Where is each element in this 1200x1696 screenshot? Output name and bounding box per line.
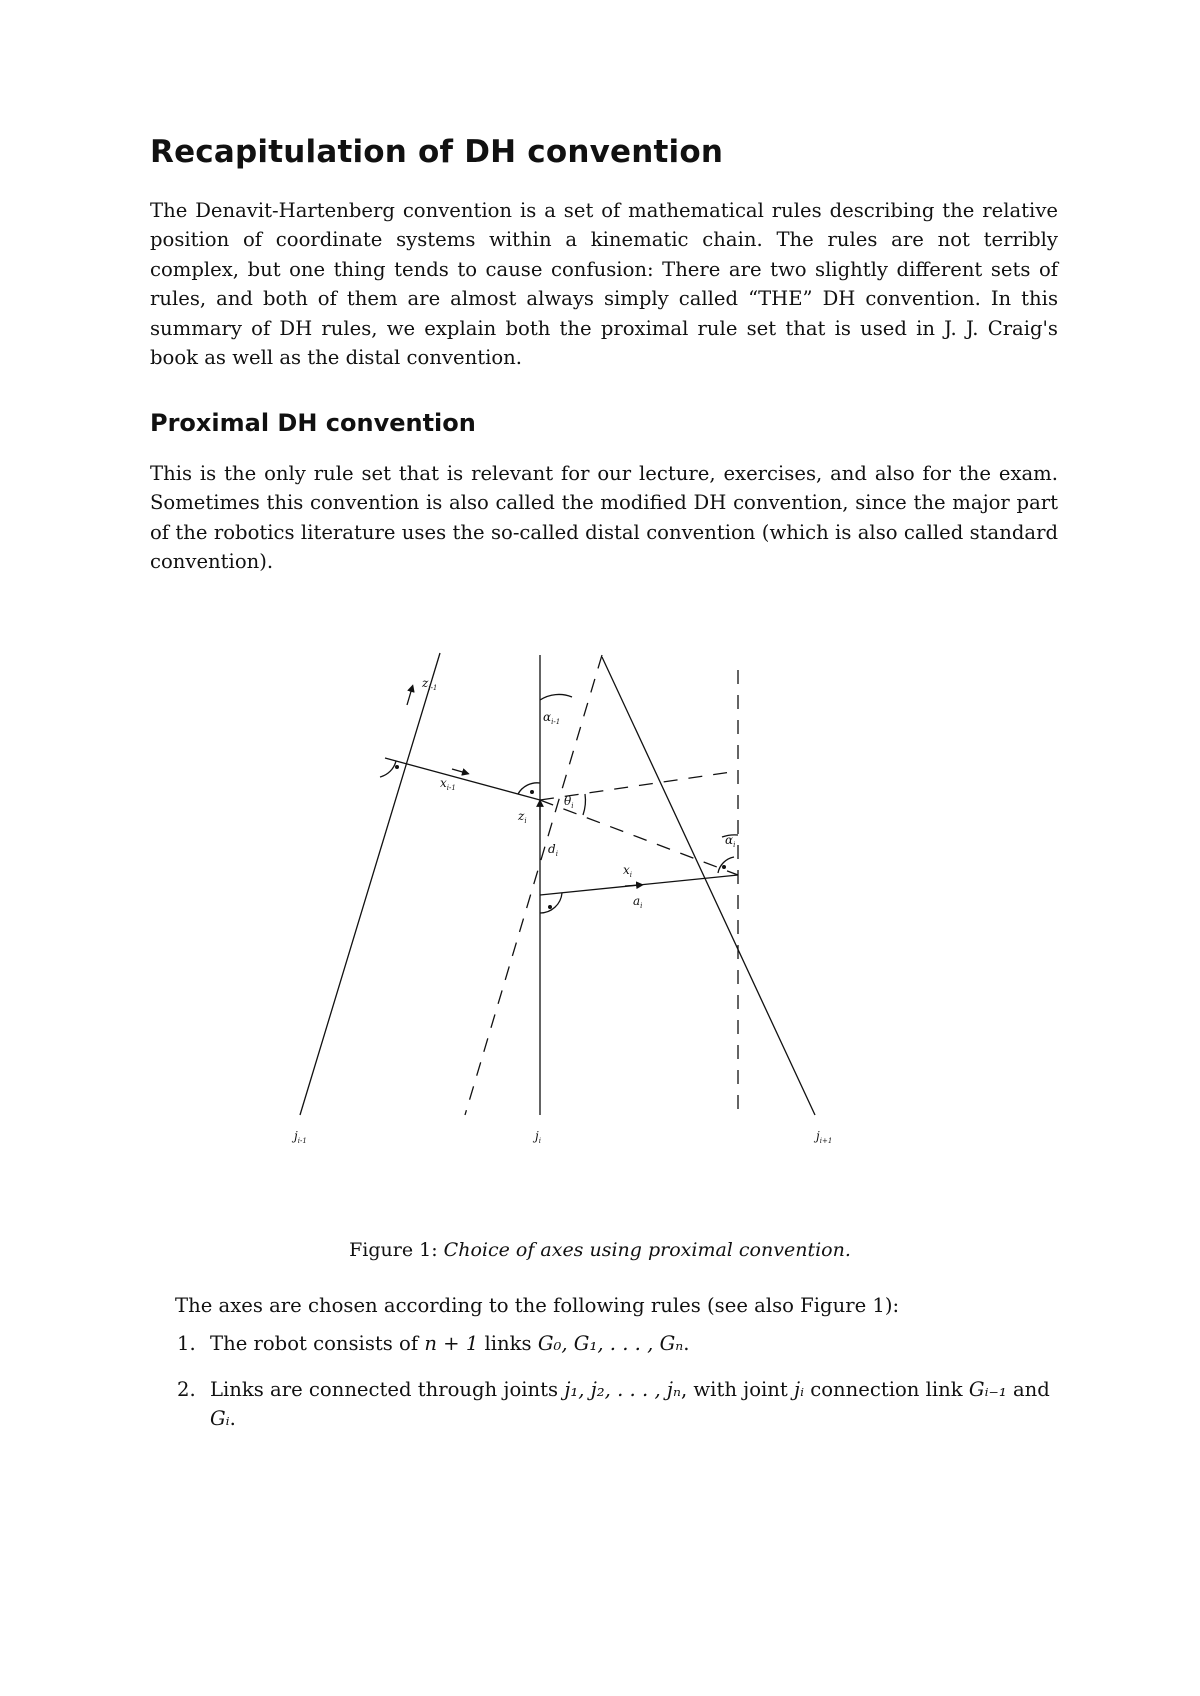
- right-angle-dot-xprev: [530, 790, 534, 794]
- right-angle-dot-alpha-i: [722, 865, 726, 869]
- rule-text: connection link: [804, 1378, 969, 1401]
- dh-diagram-figure: [294, 645, 920, 1160]
- rule-text: links: [478, 1332, 538, 1355]
- joint-axis-prev: [300, 653, 440, 1115]
- dashed-parallel-z-prev: [465, 655, 602, 1115]
- rule-text: and: [1006, 1378, 1050, 1401]
- rule-text: .: [683, 1332, 690, 1355]
- rules-intro: The axes are chosen according to the following rules (see also Figure 1):: [175, 1294, 900, 1317]
- rule-text: The robot consists of: [210, 1332, 425, 1355]
- list-item-number: 2.: [177, 1378, 196, 1401]
- right-angle-arc-alpha-i: [718, 857, 734, 873]
- rule-text: .: [229, 1407, 236, 1430]
- label-a-i: $a_i$: [633, 894, 643, 910]
- page-title: Recapitulation of DH convention: [150, 134, 724, 170]
- label-j-next: $j_{i+1}$: [816, 1129, 833, 1145]
- section-paragraph: This is the only rule set that is relevant for our lecture, exercises, and also for the exam. Sometimes this convention is also called the modified DH convention, since the major part of the robotics literature uses the so-called distal convention (which is also called standard convention).: [150, 462, 1058, 574]
- rule-math: n + 1: [424, 1332, 479, 1355]
- alpha-prev-arc: [540, 694, 572, 700]
- z-prev-arrow: [407, 688, 412, 705]
- rule-text: Links are connected through joints: [210, 1378, 565, 1401]
- rule-text: , with joint: [680, 1378, 795, 1401]
- label-z-prev: $z_{i-1}$: [422, 676, 438, 692]
- section-title: Proximal DH convention: [150, 409, 476, 437]
- rule-math: j₁, j₂, . . . , jₙ: [564, 1378, 681, 1401]
- label-x-i: $x_i$: [623, 863, 633, 879]
- rule-math: Gᵢ₋₁: [968, 1378, 1007, 1401]
- intro-paragraph: The Denavit-Hartenberg convention is a set of mathematical rules describing the relative position of coordinate systems within a kinematic chain. The rules are not terribly complex, but one thing tends to cause confusion: There are two slightly different sets of rules, and both of them are almost always simply called “THE” DH convention. In this summary of DH rules, we explain both the proximal rule set that is used in J. J. Craig's book as well as the distal convention.: [150, 199, 1058, 370]
- label-alpha-i: $\alpha_i$: [725, 833, 736, 849]
- list-item: [150, 1375, 1058, 1433]
- label-j-i: $j_i$: [535, 1129, 541, 1145]
- common-normal-x-prev: [385, 758, 540, 800]
- rules-list: [150, 1329, 1058, 1450]
- list-item-number: 1.: [177, 1332, 196, 1355]
- theta-i-arc: [583, 794, 585, 815]
- list-item: [150, 1329, 1058, 1358]
- label-x-prev: $x_{i-1}$: [440, 776, 456, 792]
- right-angle-arc-xi: [540, 893, 562, 913]
- figure-caption-label: Figure 1:: [349, 1239, 438, 1261]
- right-angle-dot-prev: [395, 765, 399, 769]
- x-prev-arrow: [452, 769, 466, 773]
- rule-math: Gᵢ: [210, 1407, 230, 1430]
- x-i-arrow: [625, 885, 640, 886]
- rule-math: G₀, G₁, . . . , Gₙ: [537, 1332, 684, 1355]
- rule-math: jᵢ: [794, 1378, 805, 1401]
- right-angle-dot-xi: [548, 905, 552, 909]
- right-angle-arc-xprev: [518, 783, 540, 794]
- label-theta-i: $\theta_i$: [564, 794, 574, 810]
- figure-caption-text: Choice of axes using proximal convention.: [443, 1239, 851, 1261]
- right-angle-arc-prev: [380, 761, 396, 777]
- label-d-i: $d_i$: [548, 842, 558, 858]
- figure-caption: [0, 1239, 1200, 1261]
- label-z-i: $z_i$: [518, 809, 527, 825]
- label-alpha-prev: $\alpha_{i-1}$: [543, 710, 561, 726]
- label-j-prev: $j_{i-1}$: [294, 1129, 307, 1145]
- dashed-line-b: [540, 800, 738, 875]
